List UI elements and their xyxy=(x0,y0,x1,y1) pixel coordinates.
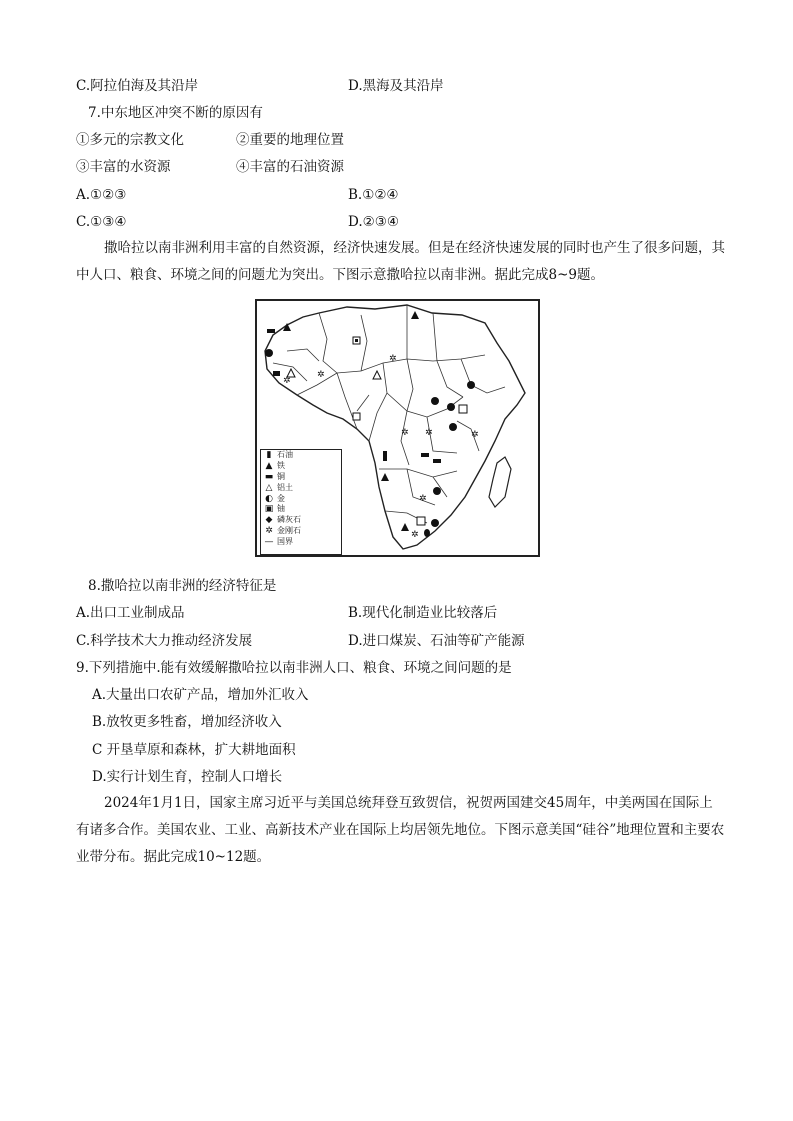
uranium-icon: ▣ xyxy=(264,504,274,515)
q7-option-b: B.①②④ xyxy=(348,187,399,203)
map-legend xyxy=(260,449,342,555)
legend-row-copper: ▬ 铜 xyxy=(261,472,341,483)
legend-row-oil: ▮ 石油 xyxy=(261,450,341,461)
phosphate-icon: ◆ xyxy=(265,515,273,526)
svg-text:✲: ✲ xyxy=(389,354,397,364)
q7-item-4: ④丰富的石油资源 xyxy=(236,159,344,175)
q9-option-c: C 开垦草原和森林，扩大耕地面积 xyxy=(92,742,296,758)
legend-row-uranium: ▣ 铀 xyxy=(261,504,341,515)
q9-stem: 9.下列措施中.能有效缓解撒哈拉以南非洲人口、粮食、环境之间问题的是 xyxy=(76,660,512,676)
q9-option-d: D.实行计划生育，控制人口增长 xyxy=(92,769,283,785)
q7-stem: 7.中东地区冲突不断的原因有 xyxy=(88,105,263,121)
copper-icon: ▬ xyxy=(264,471,274,482)
svg-text:✲: ✲ xyxy=(419,494,427,504)
svg-text:✲: ✲ xyxy=(283,376,291,386)
q7-option-c: C.①③④ xyxy=(76,214,127,230)
iron-icon: ▲ xyxy=(265,461,273,472)
q8-option-b: B.现代化制造业比较落后 xyxy=(348,605,498,621)
border-icon: — xyxy=(264,536,274,547)
gold-icon: ◐ xyxy=(265,493,273,504)
q7-item-3: ③丰富的水资源 xyxy=(76,159,171,175)
intro-africa: 撒哈拉以南非洲利用丰富的自然资源，经济快速发展。但是在经济快速发展的同时也产生了很多问题，其中人口、粮食、环境之间的问题尤为突出。下图示意撒哈拉以南非洲。据此完成8~9题。 xyxy=(76,240,725,283)
q8-option-d: D.进口煤炭、石油等矿产能源 xyxy=(348,633,525,649)
q7-option-a: A.①②③ xyxy=(76,187,127,203)
legend-row-gold: ◐ 金 xyxy=(261,493,341,504)
svg-text:✲: ✲ xyxy=(411,530,419,540)
madagascar xyxy=(489,457,511,507)
q9-option-a: A.大量出口农矿产品，增加外汇收入 xyxy=(92,687,309,703)
africa-map-figure xyxy=(255,299,540,557)
intro-us: 2024年1月1日，国家主席习近平与美国总统拜登互致贺信，祝贺两国建交45周年，中美两国在国际上有诸多合作。美国农业、工业、高新技术产业在国际上均居领先地位。下图示意美国“硅谷”地理位置和主要农业带分布。据此完成10~12题。 xyxy=(76,795,725,865)
bauxite-icon: △ xyxy=(265,482,273,493)
legend-row-phosphate: ◆ 磷灰石 xyxy=(261,515,341,526)
svg-text:✲: ✲ xyxy=(425,428,433,438)
svg-text:✲: ✲ xyxy=(317,370,325,380)
q8-stem: 8.撒哈拉以南非洲的经济特征是 xyxy=(88,578,277,594)
q8-option-c: C.科学技术大力推动经济发展 xyxy=(76,633,253,649)
q7-item-1: ①多元的宗教文化 xyxy=(76,132,184,148)
q7-option-d: D.②③④ xyxy=(348,214,399,230)
legend-row-bauxite: △ 铝土 xyxy=(261,482,341,493)
q6-option-d: D.黑海及其沿岸 xyxy=(348,78,444,94)
legend-row-border: — 国界 xyxy=(261,536,341,547)
q7-item-2: ②重要的地理位置 xyxy=(236,132,344,148)
q9-option-b: B.放牧更多牲畜，增加经济收入 xyxy=(92,714,282,730)
q8-option-a: A.出口工业制成品 xyxy=(76,605,185,621)
legend-row-diamond: ✲ 金刚石 xyxy=(261,526,341,537)
legend-row-iron: ▲ 铁 xyxy=(261,461,341,472)
q6-option-c: C.阿拉伯海及其沿岸 xyxy=(76,78,199,94)
diamond-icon: ✲ xyxy=(265,525,273,536)
oil-icon: ▮ xyxy=(266,450,272,461)
svg-text:✲: ✲ xyxy=(471,430,479,440)
svg-text:✲: ✲ xyxy=(401,428,409,438)
